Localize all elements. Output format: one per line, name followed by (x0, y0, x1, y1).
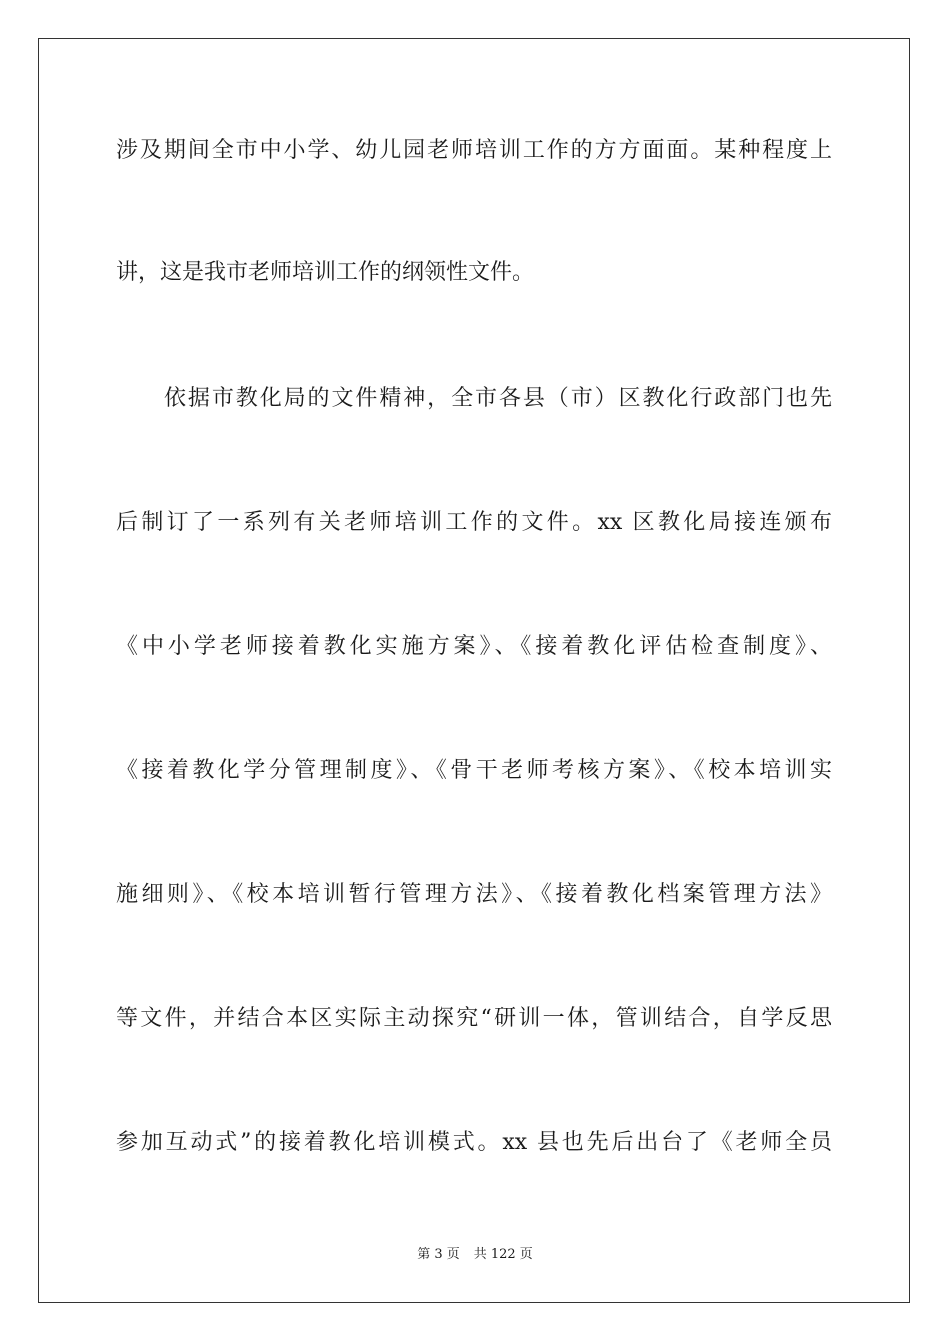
page-number: 第 3 页 (417, 1247, 460, 1262)
text-line-7: 施细则》、《校本培训暂行管理方法》、《接着教化档案管理方法》 (116, 882, 832, 907)
text-line-2: 讲，这是我市老师培训工作的纲领性文件。 (116, 260, 535, 285)
text-line-9: 参加互动式”的接着教化培训模式。xx 县也先后出台了《老师全员 (116, 1130, 832, 1155)
page-total: 共 122 页 (473, 1247, 533, 1262)
text-line-1: 涉及期间全市中小学、幼儿园老师培训工作的方方面面。某种程度上 (116, 138, 832, 163)
text-line-5: 《中小学老师接着教化实施方案》、《接着教化评估检查制度》、 (116, 634, 832, 659)
text-line-4: 后制订了一系列有关老师培训工作的文件。xx 区教化局接连颁布 (116, 510, 832, 535)
text-line-6: 《接着教化学分管理制度》、《骨干老师考核方案》、《校本培训实 (116, 758, 832, 783)
text-line-8: 等文件，并结合本区实际主动探究“研训一体，管训结合，自学反思 (116, 1006, 832, 1031)
page-border (38, 38, 910, 1303)
text-line-3: 依据市教化局的文件精神，全市各县（市）区教化行政部门也先 (164, 386, 832, 411)
page-footer (0, 1246, 950, 1264)
